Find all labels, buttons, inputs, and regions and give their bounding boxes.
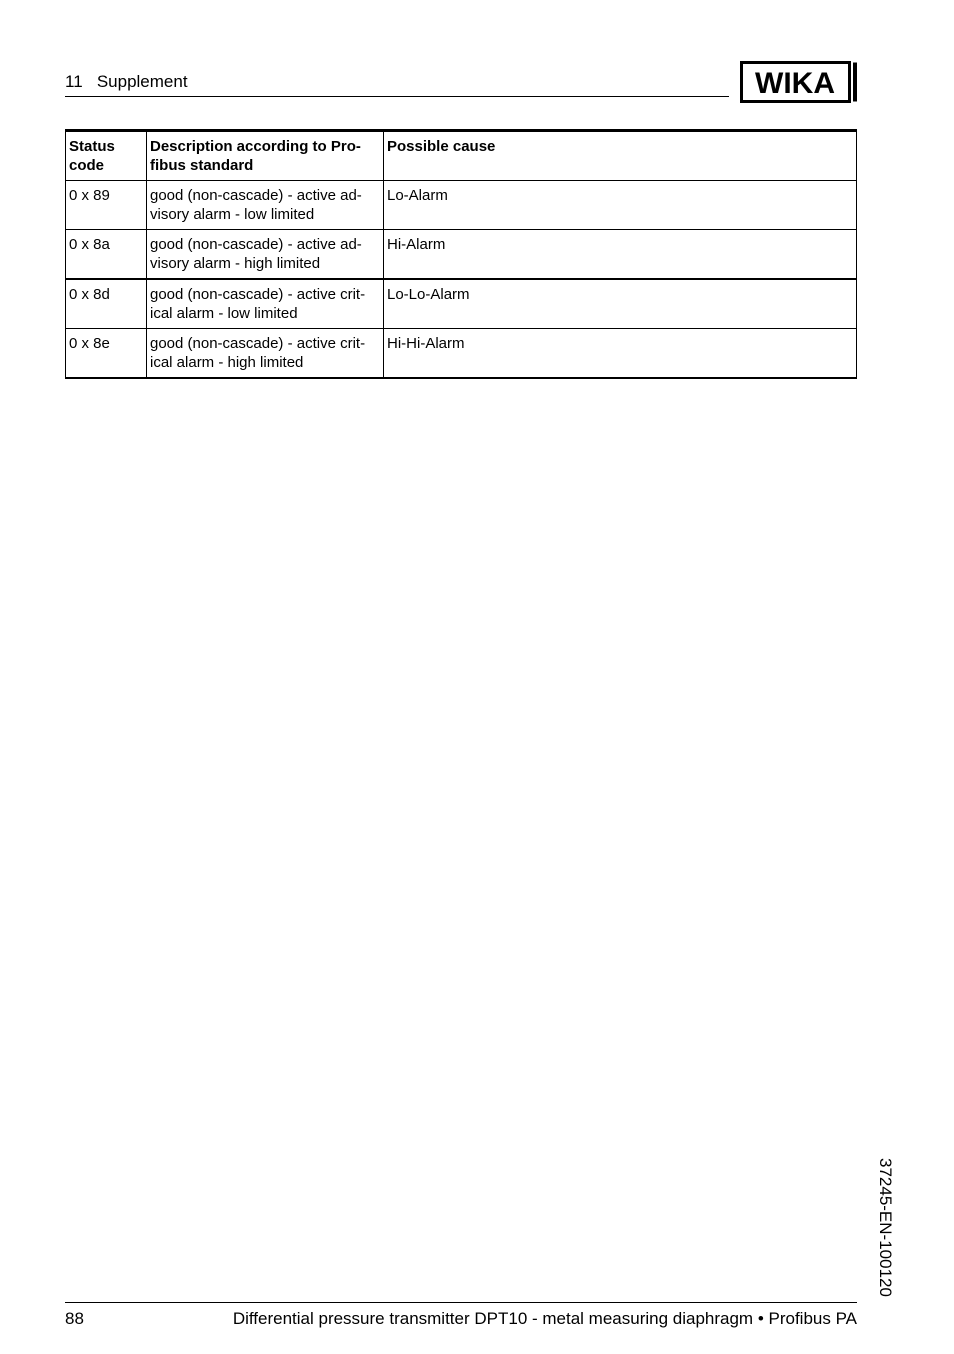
cell-cause: Lo-Lo-Alarm (384, 279, 857, 329)
wika-logo (740, 61, 858, 103)
table-header-row (66, 131, 857, 181)
cell-cause: Hi-Alarm (384, 230, 857, 280)
cell-description: good (non-cascade) - active ad-visory alarm - high limited (147, 230, 384, 280)
cell-description: good (non-cascade) - active ad-visory alarm - low limited (147, 181, 384, 230)
table-row (66, 279, 857, 329)
header-possible-cause: Possible cause (384, 131, 857, 181)
cell-code: 0 x 8e (66, 329, 147, 379)
page-header (65, 70, 729, 97)
page-number: 88 (65, 1309, 84, 1328)
table-row (66, 181, 857, 230)
header-description: Description according to Pro-fibus standard (147, 131, 384, 181)
header-status-code: Status code (66, 131, 147, 181)
section-title: 11 Supplement (65, 72, 188, 91)
cell-code: 0 x 89 (66, 181, 147, 230)
cell-code: 0 x 8a (66, 230, 147, 280)
cell-code: 0 x 8d (66, 279, 147, 329)
table-row (66, 329, 857, 379)
status-code-table (65, 129, 857, 379)
cell-description: good (non-cascade) - active crit-ical alarm - low limited (147, 279, 384, 329)
footer-title: Differential pressure transmitter DPT10 - metal measuring diaphragm • Profibus PA (232, 1309, 857, 1328)
document-id: 37245-EN-100120 (876, 1158, 895, 1297)
logo-text: WIKA (755, 67, 835, 100)
cell-description: good (non-cascade) - active crit-ical alarm - high limited (147, 329, 384, 379)
cell-cause: Hi-Hi-Alarm (384, 329, 857, 379)
cell-cause: Lo-Alarm (384, 181, 857, 230)
page-footer (65, 1302, 857, 1333)
table-row (66, 230, 857, 280)
